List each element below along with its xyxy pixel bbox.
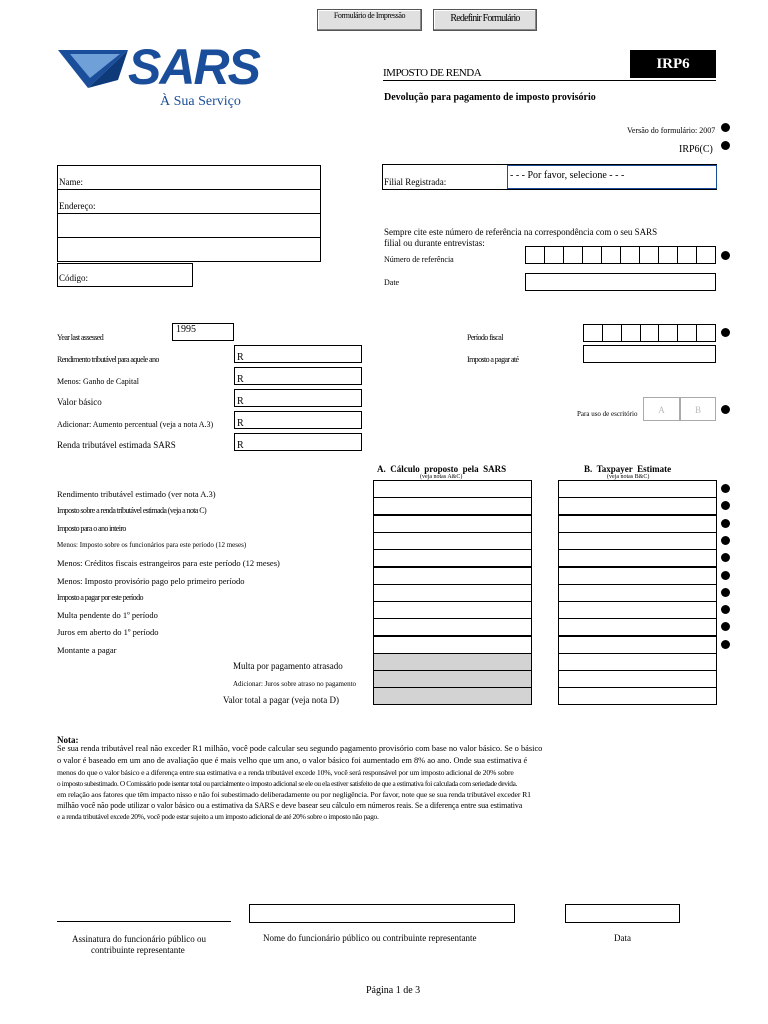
address-label: Endereço: (59, 201, 96, 211)
calc-row-label: Imposto para o ano inteiro (57, 524, 126, 533)
late-penalty-b[interactable] (558, 653, 717, 671)
note-line: e a renda tributável excede 20%, você pode estar sujeito a um imposto adicional de até 20% sobre o imposto não pago. (57, 812, 379, 821)
basic-amount-input[interactable] (234, 389, 362, 407)
calc-row-input-b[interactable] (558, 636, 717, 654)
bullet-icon (721, 328, 730, 337)
calc-row-input-a[interactable] (373, 532, 532, 550)
note-line: milhão você não pode utilizar o valor básico ou a estimativa da SARS e deve basear seu cálculo em números reais. Se a diferença entre sua estimativa (57, 801, 523, 810)
calc-row-label: Menos: Créditos fiscais estrangeiros para este período (12 meses) (57, 558, 280, 568)
taxable-income-input[interactable] (234, 345, 362, 363)
bullet-icon (721, 640, 730, 649)
capital-gain-input[interactable] (234, 367, 362, 385)
signature-date-label: Data (614, 933, 631, 943)
calc-row-input-a[interactable] (373, 480, 532, 498)
print-form-button[interactable]: Formulário de Impressão (317, 9, 422, 31)
bullet-icon (721, 141, 730, 150)
calc-row-input-b[interactable] (558, 497, 717, 515)
currency-symbol: R (237, 374, 244, 385)
bullet-icon (721, 588, 730, 597)
total-label: Valor total a pagar (veja nota D) (223, 695, 339, 705)
calc-row-input-b[interactable] (558, 532, 717, 550)
total-a (373, 687, 532, 705)
date-label: Date (384, 278, 400, 287)
taxable-income-label: Rendimento tributável para aquele ano (57, 355, 159, 364)
late-penalty-a (373, 653, 532, 671)
bullet-icon (721, 405, 730, 414)
date-input[interactable] (525, 273, 716, 291)
address-line-1[interactable] (57, 189, 321, 214)
calc-row-label: Menos: Imposto sobre os funcionários para este período (12 meses) (57, 541, 247, 549)
calc-row-input-a[interactable] (373, 584, 532, 602)
code-label: Código: (59, 273, 89, 283)
calc-row-input-a[interactable] (373, 497, 532, 515)
capital-gain-label: Menos: Ganho de Capital (57, 377, 139, 386)
signature-line[interactable] (57, 921, 231, 922)
office-use-a: A (643, 397, 680, 421)
reset-form-button[interactable]: Redefinir Formulário (433, 9, 537, 31)
calc-row-label: Menos: Imposto provisório pago pelo primeiro período (57, 576, 245, 586)
fiscal-period-input[interactable] (583, 324, 716, 342)
late-interest-label: Adicionar: Juros sobre atraso no pagamento (233, 680, 357, 688)
calc-row-input-b[interactable] (558, 549, 717, 567)
currency-symbol: R (237, 396, 244, 407)
bullet-icon (721, 622, 730, 631)
calc-row-label: Multa pendente do 1º período (57, 610, 158, 620)
form-version: Versão do formulário: 2007 (627, 126, 716, 135)
tax-title: IMPOSTO DE RENDA (383, 67, 482, 79)
header-rule (383, 80, 716, 81)
signature-label-2: contribuinte representante (91, 945, 185, 955)
office-use-label: Para uso de escritório (577, 410, 638, 418)
calc-row-label: Juros em aberto do 1º período (57, 627, 159, 637)
bullet-icon (721, 605, 730, 614)
note-line: o valor é baseado em um ano de avaliação que é mais velho que um ano, o valor básico foi aumentado em 8% ao ano. Onde sua estimativa é (57, 756, 528, 765)
calc-row-input-b[interactable] (558, 584, 717, 602)
page-number: Página 1 de 3 (366, 985, 421, 996)
note-line: o imposto subestimado. O Comissário pode isentar total ou parcialmente o imposto adicional se ele ou ela estiver satisfeito de que a estimativa foi calculada com seriedade devida. (57, 779, 517, 788)
percentage-increase-input[interactable] (234, 411, 362, 429)
calc-row-label: Imposto a pagar por este período (57, 593, 143, 602)
branch-select-value: - - - Por favor, selecione - - - (510, 170, 625, 181)
estimated-income-input[interactable] (234, 433, 362, 451)
col-a-note: (veja notas A&C) (420, 474, 463, 480)
office-use-b: B (680, 397, 716, 421)
form-variant: IRP6(C) (679, 144, 713, 155)
reference-note-1: Sempre cite este número de referência na correspondência com o seu SARS (384, 227, 658, 237)
calc-row-input-a[interactable] (373, 549, 532, 567)
total-b[interactable] (558, 687, 717, 705)
col-b-note: (veja notas B&C) (607, 474, 650, 480)
bullet-icon (721, 251, 730, 260)
year-assessed-input[interactable]: 1995 (172, 323, 234, 341)
calc-row-input-a[interactable] (373, 601, 532, 619)
percentage-increase-label: Adicionar: Aumento percentual (veja a nota A.3) (57, 420, 214, 429)
late-interest-a (373, 670, 532, 688)
address-line-2[interactable] (57, 213, 321, 238)
col-b-title: B. Taxpayer Estimate (584, 464, 672, 474)
late-penalty-label: Multa por pagamento atrasado (233, 661, 343, 671)
year-assessed-label: Year last assessed (57, 333, 104, 342)
fiscal-period-label: Período fiscal (467, 333, 503, 342)
bullet-icon (721, 571, 730, 580)
logo-wordmark: SARS (128, 39, 259, 95)
note-line: menos do que o valor básico e a diferença entre sua estimativa e a renda tributável excede 10%, você será responsável por um imposto adicional de 20% sobre (57, 768, 514, 777)
calc-row-label: Imposto sobre a renda tributável estimada (veja a nota C) (57, 506, 207, 515)
currency-symbol: R (237, 440, 244, 451)
address-line-3[interactable] (57, 237, 321, 262)
calc-row-input-a[interactable] (373, 618, 532, 636)
form-code-badge: IRP6 (630, 50, 716, 78)
estimated-income-label: Renda tributável estimada SARS (57, 440, 176, 450)
col-a-title: A. Cálculo proposto pela SARS (377, 464, 507, 474)
bullet-icon (721, 123, 730, 132)
tax-due-label: Imposto a pagar até (467, 355, 519, 364)
bullet-icon (721, 501, 730, 510)
calc-row-input-a[interactable] (373, 515, 532, 533)
signature-label-1: Assinatura do funcionário público ou (72, 934, 206, 944)
late-interest-b[interactable] (558, 670, 717, 688)
calc-row-input-b[interactable] (558, 515, 717, 533)
calc-row-input-b[interactable] (558, 567, 717, 585)
tax-due-input[interactable] (583, 345, 716, 363)
logo-tagline: À Sua Serviço (160, 94, 241, 109)
reference-number-input[interactable] (525, 246, 716, 264)
currency-symbol: R (237, 418, 244, 429)
reference-number-label: Número de referência (384, 255, 454, 264)
calc-row-input-b[interactable] (558, 601, 717, 619)
branch-label: Filial Registrada: (384, 177, 447, 187)
bullet-icon (721, 519, 730, 528)
calc-row-input-a[interactable] (373, 567, 532, 585)
signature-date-input[interactable] (565, 904, 680, 923)
calc-row-label: Montante a pagar (57, 645, 117, 655)
calc-row-label: Rendimento tributável estimado (ver nota A.3) (57, 489, 216, 499)
reference-note-2: filial ou durante entrevistas: (384, 238, 485, 248)
bullet-icon (721, 553, 730, 562)
representative-name-label: Nome do funcionário público ou contribuinte representante (263, 933, 477, 943)
calc-row-input-b[interactable] (558, 480, 717, 498)
basic-amount-label: Valor básico (57, 397, 102, 407)
name-label: Name: (59, 177, 83, 187)
bullet-icon (721, 536, 730, 545)
form-subtitle: Devolução para pagamento de imposto provisório (384, 92, 596, 103)
note-line: em relação aos fatores que têm impacto nisso e não foi subestimado deliberadamente ou por negligência. Por favor, note que se sua renda tributável exceder R1 (57, 790, 531, 799)
name-field[interactable] (57, 165, 321, 190)
note-line: Se sua renda tributável real não exceder R1 milhão, você pode calcular seu segundo pagamento provisório com base no valor básico. Se o básico (57, 744, 543, 753)
calc-row-input-a[interactable] (373, 636, 532, 654)
currency-symbol: R (237, 352, 244, 363)
bullet-icon (721, 484, 730, 493)
representative-name-input[interactable] (249, 904, 515, 923)
calc-row-input-b[interactable] (558, 618, 717, 636)
note-heading: Nota: (57, 735, 79, 745)
